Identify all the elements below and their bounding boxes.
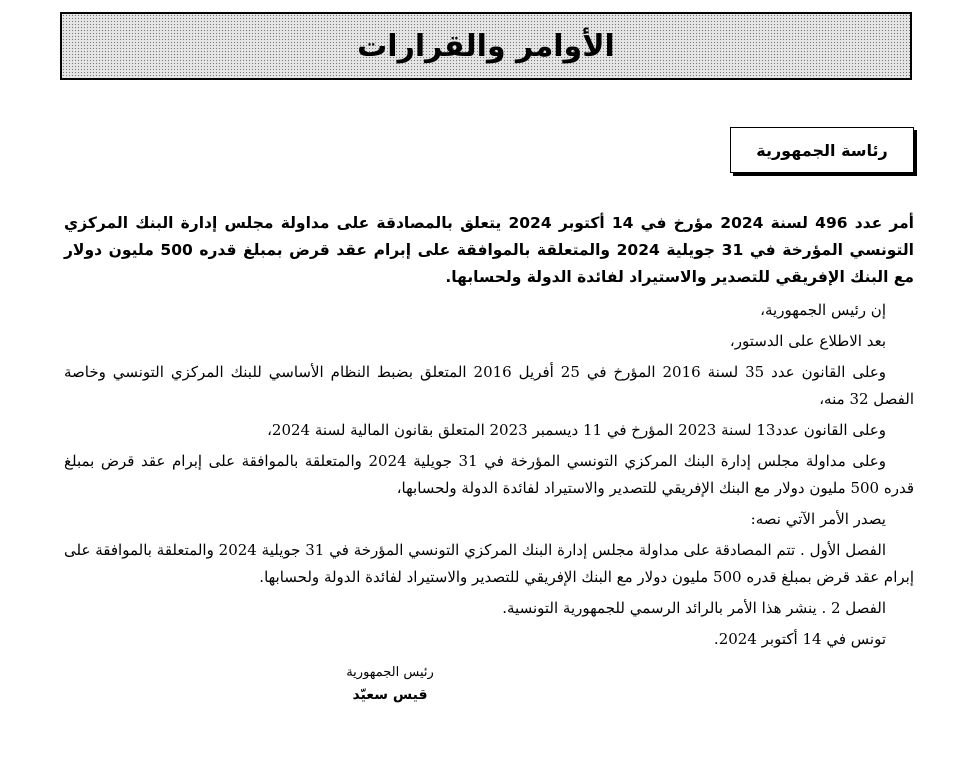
banner-title: الأوامر والقرارات bbox=[357, 28, 615, 64]
issuer-title: رئاسة الجمهورية bbox=[756, 140, 888, 160]
article-2: الفصل 2 . ينشر هذا الأمر بالرائد الرسمي للجمهورية التونسية. bbox=[502, 599, 886, 617]
signatory-title: رئيس الجمهورية bbox=[346, 665, 434, 680]
place-date: تونس في 14 أكتوبر 2024. bbox=[713, 630, 886, 648]
preamble-law-2023: وعلى القانون عدد13 لسنة 2023 المؤرخ في 11 ديسمبر 2023 المتعلق بقانون المالية لسنة 2024، bbox=[267, 421, 886, 439]
decree-body bbox=[64, 210, 914, 657]
signature-block bbox=[300, 662, 480, 706]
preamble-constitution: بعد الاطلاع على الدستور، bbox=[729, 332, 886, 350]
enacting-clause: يصدر الأمر الآتي نصه: bbox=[750, 510, 886, 528]
issuer-box bbox=[730, 127, 914, 173]
preamble-president: إن رئيس الجمهورية، bbox=[760, 301, 886, 319]
signatory-name: قيس سعيّد bbox=[352, 687, 428, 703]
preamble-law-2016: وعلى القانون عدد 35 لسنة 2016 المؤرخ في 25 أفريل 2016 المتعلق بضبط النظام الأساسي للبنك المركزي التونسي وخاصة الفصل 32 منه، bbox=[64, 363, 914, 408]
section-banner bbox=[60, 12, 912, 80]
decree-heading: أمر عدد 496 لسنة 2024 مؤرخ في 14 أكتوبر 2024 يتعلق بالمصادقة على مداولة مجلس إدارة البنك المركزي التونسي المؤرخة في 31 جويلية 2024 والمتعلقة بالموافقة على إبرام عقد قرض بمبلغ قدره 500 مليون دولار مع البنك الإفريقي للتصدير والاستيراد لفائدة الدولة ولحسابها. bbox=[64, 214, 914, 286]
article-1: الفصل الأول . تتم المصادقة على مداولة مجلس إدارة البنك المركزي التونسي المؤرخة في 31 جويلية 2024 والمتعلقة بالموافقة على إبرام عقد قرض بمبلغ قدره 500 مليون دولار مع البنك الإفريقي للتصدير والاستيراد لفائدة الدولة ولحسابها. bbox=[64, 541, 914, 586]
preamble-board-deliberation: وعلى مداولة مجلس إدارة البنك المركزي التونسي المؤرخة في 31 جويلية 2024 والمتعلقة بالموافقة على إبرام عقد قرض بمبلغ قدره 500 مليون دولار مع البنك الإفريقي للتصدير والاستيراد لفائدة الدولة ولحسابها، bbox=[64, 452, 914, 497]
